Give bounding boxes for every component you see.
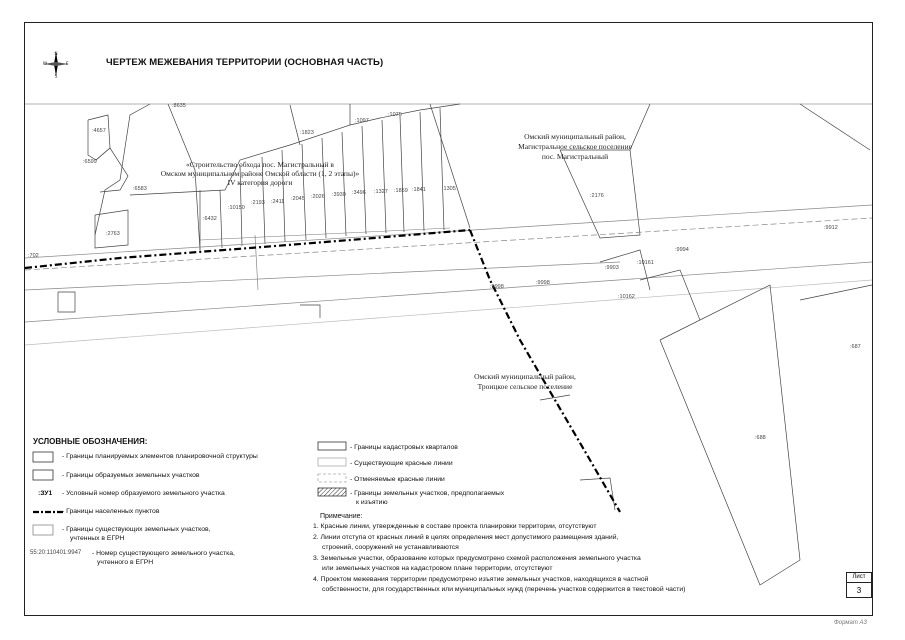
region-south-line1: Омский муниципальный район, (474, 372, 576, 381)
note-1: 1. Красные линии, утвержденные в составе проекта планировки территории, отсутствуют (313, 523, 597, 530)
legend-item-new-parcels: - Границы образуемых земельных участков (62, 472, 200, 479)
note-3: 3. Земельные участки, образование которых предусмотрено схемой расположения земельного участка (313, 555, 641, 562)
note-2b: строений, сооружений не устанавливаются (322, 544, 459, 551)
legend-symbols-right (316, 440, 350, 500)
note-2: 2. Линии отступа от красных линий в целях определения мест допустимого размещения зданий, (313, 534, 619, 541)
note-3b: или земельных участков на кадастровом плане территории, отсутствуют (322, 565, 553, 572)
legend-item-existing-parcels: - Границы существующих земельных участков, (62, 526, 211, 533)
legend-heading: УСЛОВНЫЕ ОБОЗНАЧЕНИЯ: (33, 437, 148, 446)
parcel-label: :9998 (536, 280, 550, 286)
parcel-label: :1305 (442, 186, 456, 192)
sheet-number-box (846, 572, 872, 598)
parcel-label: :2193 (251, 200, 265, 206)
legend-symbol-existing-parcels (33, 525, 53, 535)
note-4b: собственности, для государственных или муниципальных нужд (перечень участков содержится в текстовой части) (322, 586, 686, 593)
parcel-label: :8635 (172, 103, 186, 109)
parcel-label: :2763 (106, 231, 120, 237)
region-north-label (495, 132, 655, 162)
parcel-label: :9994 (675, 247, 689, 253)
legend-item-planning: - Границы планируемых элементов планировочной структуры (62, 453, 258, 460)
parcel-label: :10161 (637, 260, 654, 266)
parcel-label: :2026 (311, 194, 325, 200)
legend-symbol-cadastral (318, 442, 346, 450)
parcel-label: :1075 (388, 112, 402, 118)
parcel-label: :9912 (824, 225, 838, 231)
parcel-label: :6599 (83, 159, 97, 165)
legend-parcel-code: 55:20:110401:9947 (30, 550, 82, 556)
parcel-label: :1327 (374, 189, 388, 195)
legend-item-cadastral: - Границы кадастровых кварталов (350, 444, 458, 451)
note-4: 4. Проектом межевания территории предусмотрено изъятие земельных участков, находящихся в частной (313, 576, 649, 583)
legend-item-parcel-number: - Номер существующего земельного участка, (92, 550, 235, 557)
compass-w: W (43, 61, 47, 66)
legend-symbol-cancel-red-lines (318, 474, 346, 482)
legend-symbols-left (30, 450, 70, 560)
compass-s: S (54, 73, 58, 78)
parcel-label: :3930 (332, 192, 346, 198)
parcel-label: :3496 (352, 190, 366, 196)
legend-item-cancel-red-lines: - Отменяемые красные линии (350, 476, 445, 483)
legend-item-parcel-number-2: учтенного в ЕГРН (97, 559, 154, 566)
compass-e: E (66, 61, 69, 66)
region-south-line2: Троицкое сельское поселение (477, 382, 573, 391)
parcel-label: :2045 (291, 196, 305, 202)
legend-item-withdrawal-2: к изъятию (356, 499, 388, 506)
sheet-label: Лист (847, 573, 871, 583)
parcel-label: :4657 (92, 128, 106, 134)
format-label: Формат А3 (834, 620, 867, 626)
legend-symbol-red-lines (318, 458, 346, 466)
legend-zu-code: :ЗУ1 (38, 490, 53, 497)
legend-item-withdrawal: - Границы земельных участков, предполагаемых (350, 490, 505, 497)
compass-n: N (54, 51, 58, 56)
region-north-line1: Омский муниципальный район, (524, 132, 626, 141)
parcel-label: :687 (850, 344, 861, 350)
parcel-label: :9903 (605, 265, 619, 271)
parcel-label: :702 (28, 253, 39, 259)
region-south-label (445, 372, 605, 392)
parcel-label: :1841 (412, 187, 426, 193)
legend-symbol-planning (33, 452, 53, 462)
parcel-label: :1097 (355, 118, 369, 124)
compass-rose (42, 50, 70, 78)
parcel-label: :10162 (618, 294, 635, 300)
parcel-label: :1823 (300, 130, 314, 136)
parcel-label: :2176 (590, 193, 604, 199)
parcel-label: :688 (755, 435, 766, 441)
road-label-line3: IV категория дороги (227, 178, 293, 187)
legend-item-zu-number: - Условный номер образуемого земельного участка (62, 490, 225, 497)
legend-item-existing-parcels-2: учтенных в ЕГРН (70, 535, 125, 542)
road-label-line1: «Строительство обхода пос. Магистральный в (186, 160, 334, 169)
legend-item-red-lines: - Существующие красные линии (350, 460, 453, 467)
road-label-line2: Омском муниципальном районе Омской области (1, 2 этапы)» (160, 169, 360, 178)
page-title: ЧЕРТЕЖ МЕЖЕВАНИЯ ТЕРРИТОРИИ (ОСНОВНАЯ ЧАСТЬ) (106, 57, 384, 68)
compass-icon (42, 50, 70, 78)
legend-item-settlement: - Границы населенных пунктов (62, 508, 160, 515)
region-north-line3: пос. Магистральный (541, 152, 609, 161)
parcel-label: :10150 (228, 205, 245, 211)
parcel-label: :6583 (133, 186, 147, 192)
parcel-label: :2411 (271, 199, 285, 205)
legend-symbol-new-parcels (33, 470, 53, 480)
road-label (160, 160, 360, 187)
parcel-label: :6432 (203, 216, 217, 222)
region-north-line2: Магистральное сельское поселение (518, 142, 632, 151)
legend-symbol-withdrawal (318, 488, 346, 496)
sheet-number: 3 (856, 586, 862, 595)
notes-heading: Примечание: (320, 513, 363, 520)
parcel-label: :1859 (394, 188, 408, 194)
parcel-label: :9998 (490, 284, 504, 290)
